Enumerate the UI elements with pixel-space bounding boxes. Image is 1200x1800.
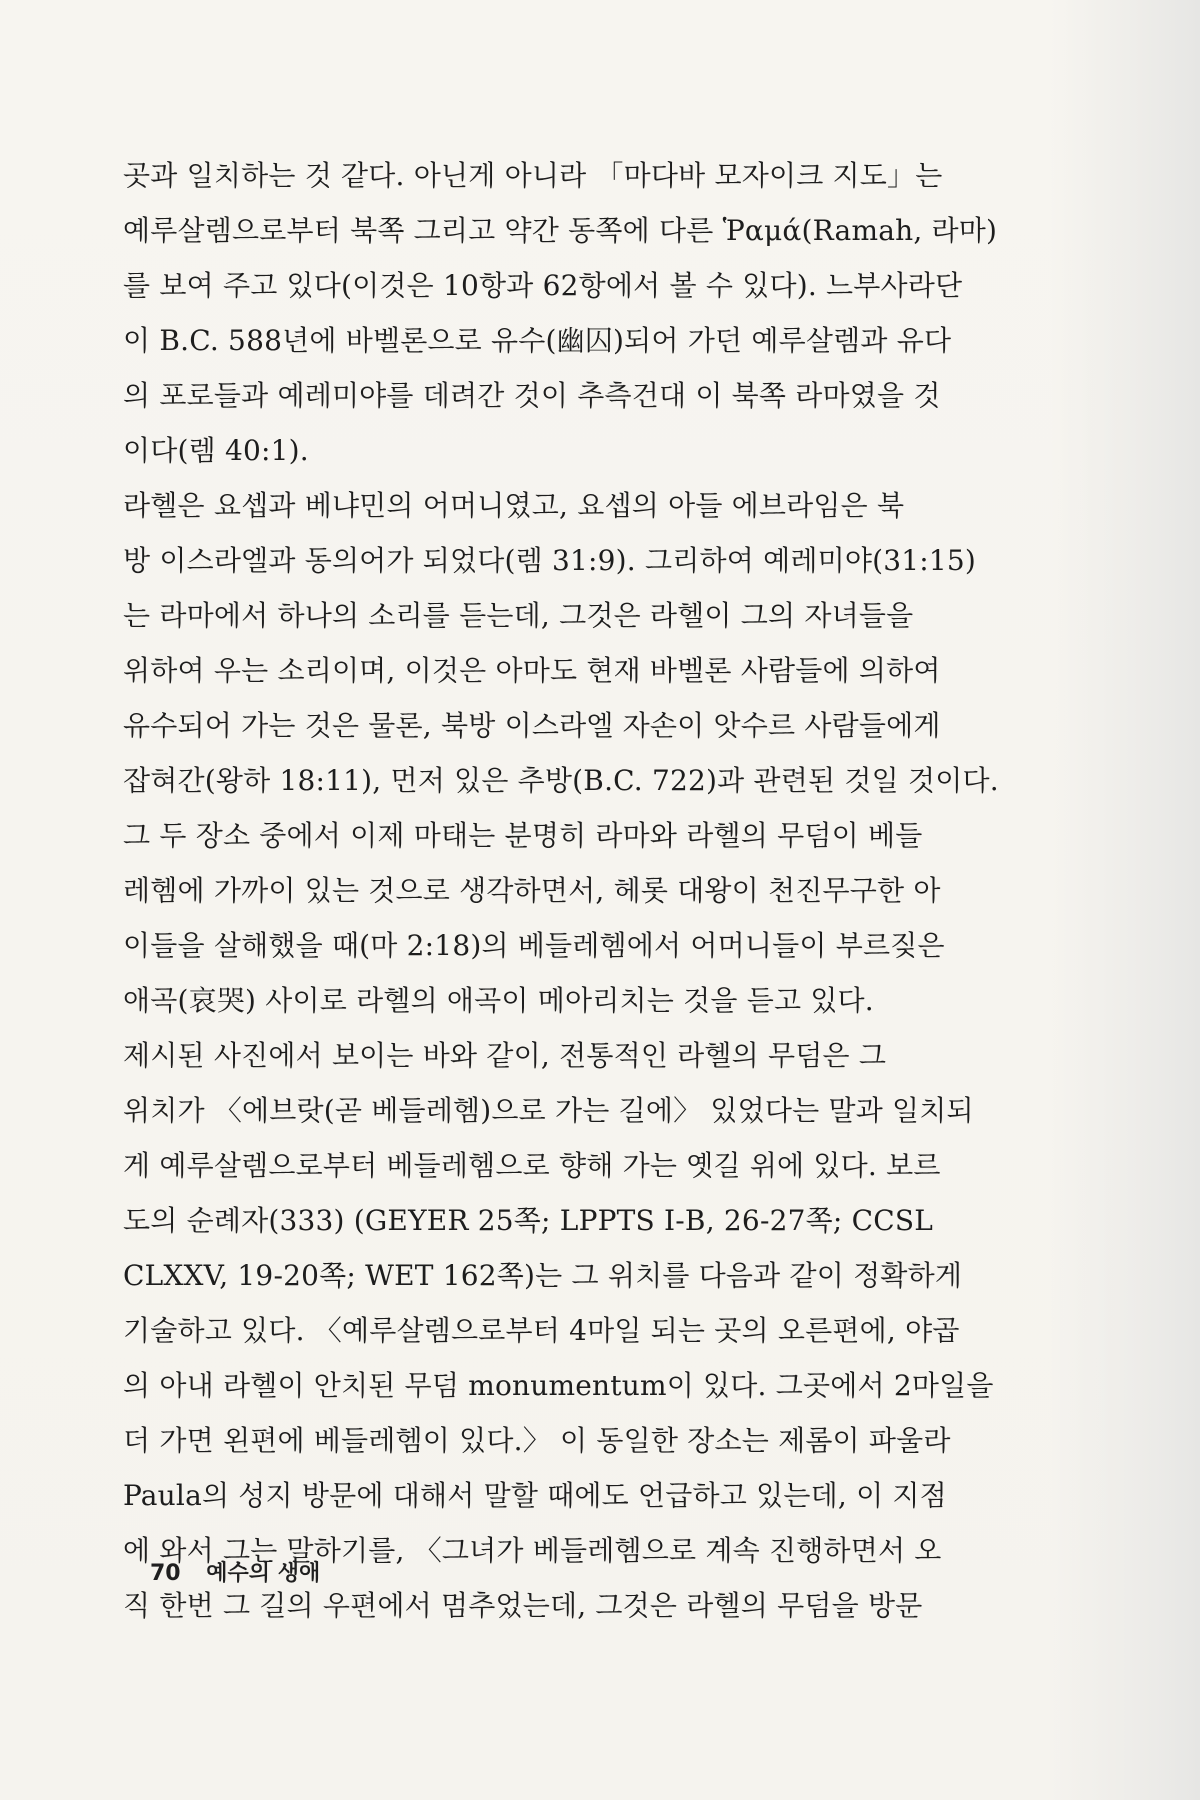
text-line: 를 보여 주고 있다(이것은 10항과 62항에서 볼 수 있다). 느부사라단 bbox=[123, 269, 963, 302]
text-line: 예루살렘으로부터 북쪽 그리고 약간 동쪽에 다른 Ῥαμά(Ramah, 라마) bbox=[123, 214, 998, 247]
text-line: 는 라마에서 하나의 소리를 듣는데, 그것은 라헬이 그의 자녀들을 bbox=[123, 599, 914, 632]
text-line: 유수되어 가는 것은 물론, 북방 이스라엘 자손이 앗수르 사람들에게 bbox=[123, 709, 941, 742]
text-line: 레헴에 가까이 있는 것으로 생각하면서, 헤롯 대왕이 천진무구한 아 bbox=[123, 874, 941, 907]
page-number: 70 bbox=[150, 1561, 181, 1586]
text-line: Paula의 성지 방문에 대해서 말할 때에도 언급하고 있는데, 이 지점 bbox=[123, 1479, 947, 1512]
book-title: 예수의 생애 bbox=[206, 1561, 321, 1586]
text-line: 위하여 우는 소리이며, 이것은 아마도 현재 바벨론 사람들에 의하여 bbox=[123, 654, 941, 687]
text-line: 게 예루살렘으로부터 베들레헴으로 향해 가는 옛길 위에 있다. 보르 bbox=[123, 1149, 941, 1182]
text-line: 제시된 사진에서 보이는 바와 같이, 전통적인 라헬의 무덤은 그 bbox=[123, 1039, 887, 1072]
text-line: 의 아내 라헬이 안치된 무덤 monumentum이 있다. 그곳에서 2마일을 bbox=[123, 1369, 994, 1402]
text-line: 의 포로들과 예레미야를 데려간 것이 추측건대 이 북쪽 라마였을 것 bbox=[123, 379, 941, 412]
text-line: 라헬은 요셉과 베냐민의 어머니였고, 요셉의 아들 에브라임은 북 bbox=[123, 489, 905, 522]
text-line: 그 두 장소 중에서 이제 마태는 분명히 라마와 라헬의 무덤이 베들 bbox=[123, 819, 923, 852]
page-footer bbox=[150, 1556, 320, 1587]
text-line: 위치가 〈에브랏(곧 베들레헴)으로 가는 길에〉 있었다는 말과 일치되 bbox=[123, 1094, 974, 1127]
text-line: CLXXV, 19-20쪽; WET 162쪽)는 그 위치를 다음과 같이 정확하게 bbox=[123, 1259, 963, 1292]
text-line: 이 B.C. 588년에 바벨론으로 유수(幽囚)되어 가던 예루살렘과 유다 bbox=[123, 324, 952, 357]
text-line: 이들을 살해했을 때(마 2:18)의 베들레헴에서 어머니들이 부르짖은 bbox=[123, 929, 945, 962]
text-line: 직 한번 그 길의 우편에서 멈추었는데, 그것은 라헬의 무덤을 방문 bbox=[123, 1589, 923, 1620]
text-line: 이다(렘 40:1). bbox=[123, 434, 309, 467]
text-line: 더 가면 왼편에 베들레헴이 있다.〉 이 동일한 장소는 제롬이 파울라 bbox=[123, 1424, 951, 1457]
text-line: 도의 순례자(333) (GEYER 25쪽; LPPTS I-B, 26-27쪽; CCSL bbox=[123, 1204, 934, 1237]
main-text-block bbox=[123, 148, 1008, 1620]
text-line: 애곡(哀哭) 사이로 라헬의 애곡이 메아리치는 것을 듣고 있다. bbox=[123, 984, 874, 1017]
text-line: 잡혀간(왕하 18:11), 먼저 있은 추방(B.C. 722)과 관련된 것일 것이다. bbox=[123, 764, 999, 797]
text-line: 곳과 일치하는 것 같다. 아닌게 아니라 「마다바 모자이크 지도」는 bbox=[123, 159, 943, 192]
scan-shadow bbox=[1050, 0, 1200, 1800]
text-line: 방 이스라엘과 동의어가 되었다(렘 31:9). 그리하여 예레미야(31:15) bbox=[123, 544, 977, 577]
text-line: 기술하고 있다. 〈예루살렘으로부터 4마일 되는 곳의 오른편에, 야곱 bbox=[123, 1314, 960, 1347]
text-line: 에 와서 그는 말하기를, 〈그녀가 베들레헴으로 계속 진행하면서 오 bbox=[123, 1534, 942, 1567]
